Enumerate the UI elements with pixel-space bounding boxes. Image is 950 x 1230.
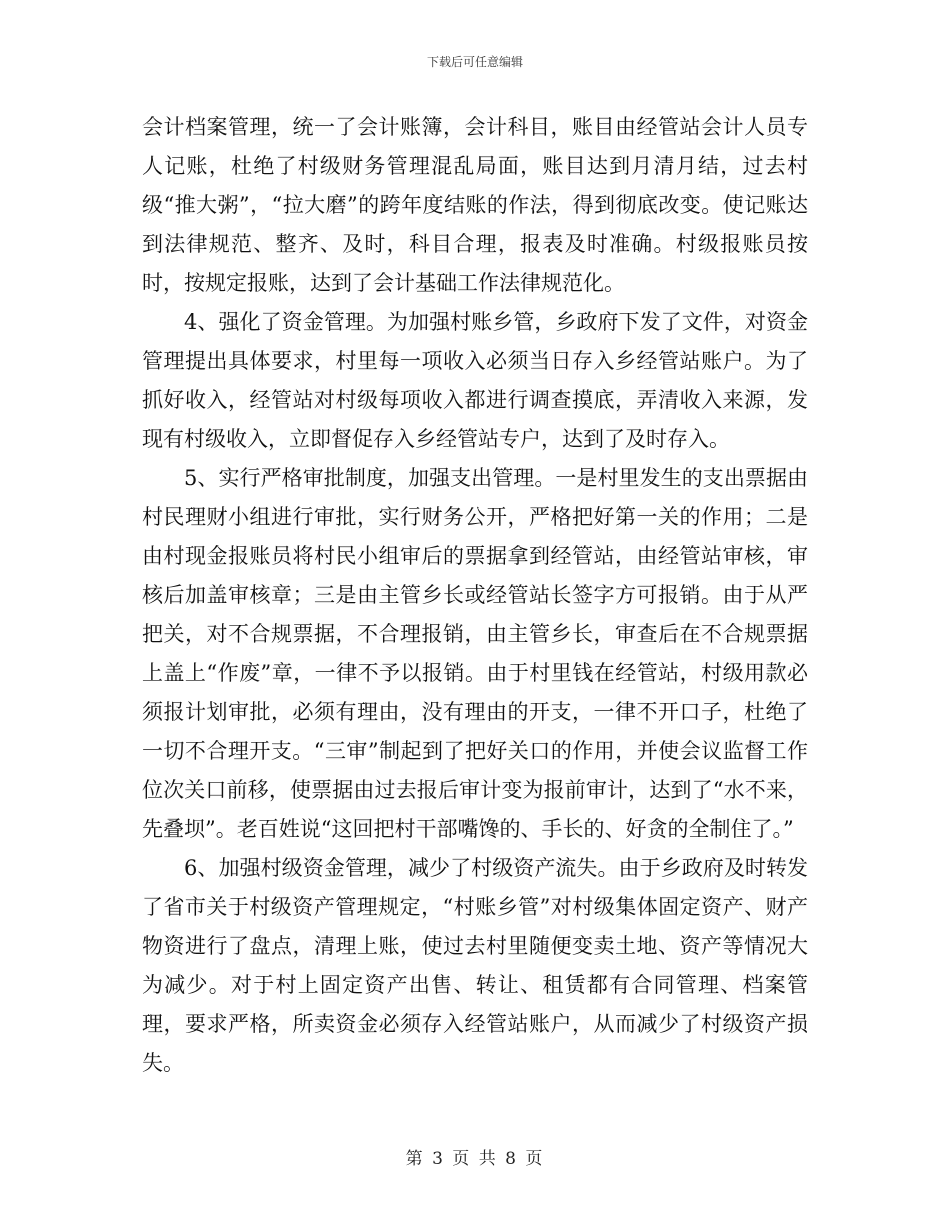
document-body [142,108,808,1083]
page-header: 下载后可任意编辑 [426,55,523,69]
paragraph-asset-management: 6、加强村级资金管理，减少了村级资产流失。由于乡政府及时转发了省市关于村级资产管理规定，“村账乡管”对村级集体固定资产、财产物资进行了盘点，清理上账，使过去村里随便变卖土地、资产等情况大为减少。对于村上固定资产出售、转让、租赁都有合同管理、档案管理，要求严格，所卖资金必须存入经管站账户，从而减少了村级资产损失。 [142,856,808,1075]
page-number-footer: 第 3 页 共 8 页 [405,1149,545,1169]
paragraph-fund-management: 4、强化了资金管理。为加强村账乡管，乡政府下发了文件，对资金管理提出具体要求，村里每一项收入必须当日存入乡经管站账户。为了抓好收入，经管站对村级每项收入都进行调查摸底，弄清收入来源，发现有村级收入，立即督促存入乡经管站专户，达到了及时存入。 [142,310,808,451]
paragraph-approval-system: 5、实行严格审批制度，加强支出管理。一是村里发生的支出票据由村民理财小组进行审批，实行财务公开，严格把好第一关的作用；二是由村现金报账员将村民小组审后的票据拿到经管站，由经管站审核，审核后加盖审核章；三是由主管乡长或经管站长签字方可报销。由于从严把关，对不合规票据，不合理报销，由主管乡长，审查后在不合规票据上盖上“作废”章，一律不予以报销。由于村里钱在经管站，村级用款必须报计划审批，必须有理由，没有理由的开支，一律不开口子，杜绝了一切不合理开支。“三审”制起到了把好关口的作用，并使会议监督工作位次关口前移，使票据由过去报后审计变为报前审计，达到了“水不来，先叠坝”。老百姓说“这回把村干部嘴馋的、手长的、好贪的全制住了。” [142,466,808,841]
paragraph-continuation: 会计档案管理，统一了会计账簿，会计科目，账目由经管站会计人员专人记账，杜绝了村级财务管理混乱局面，账目达到月清月结，过去村级“推大粥”，“拉大磨”的跨年度结账的作法，得到彻底改变。使记账达到法律规范、整齐、及时，科目合理，报表及时准确。村级报账员按时，按规定报账，达到了会计基础工作法律规范化。 [142,115,808,295]
